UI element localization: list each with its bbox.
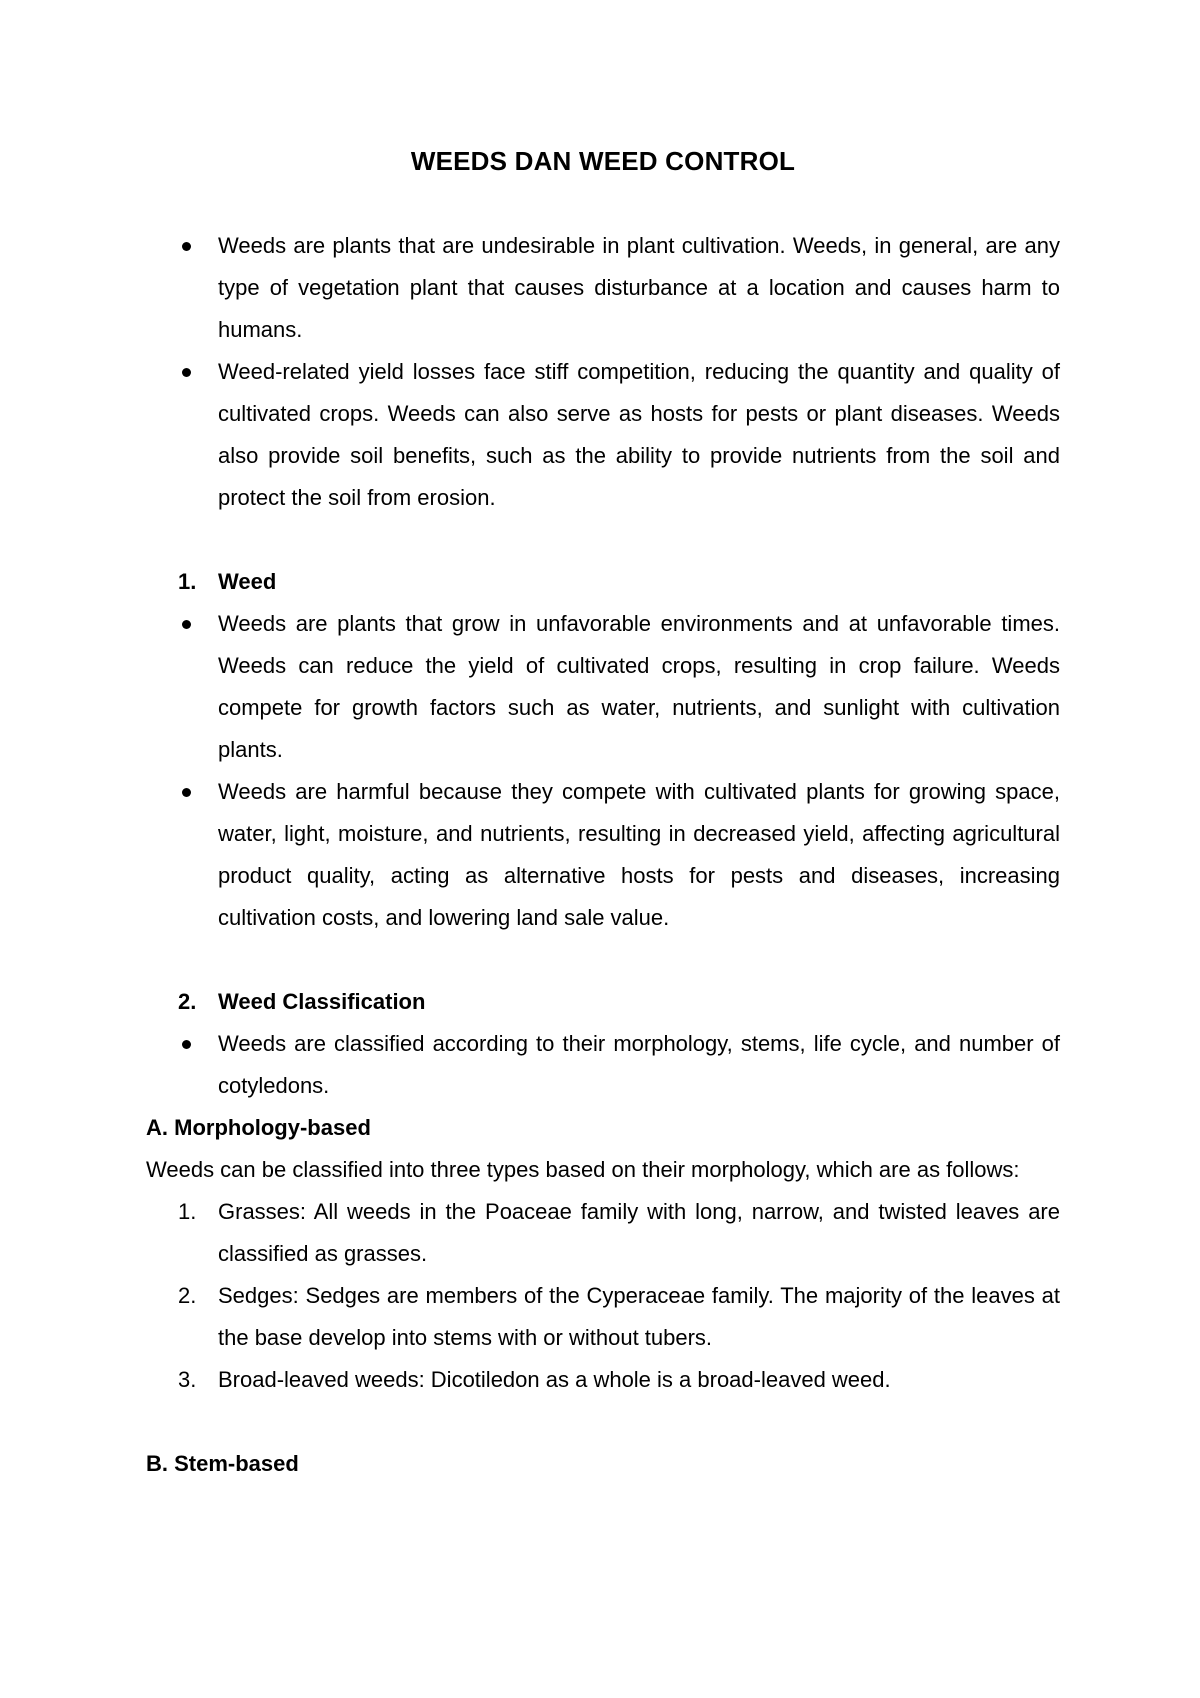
document-page <box>146 140 1060 1485</box>
morphology-list-item <box>146 1191 1060 1275</box>
section1-bullet-item <box>146 603 1060 771</box>
section-heading-text: Weed Classification <box>218 989 426 1014</box>
list-number: 2. <box>178 1283 197 1308</box>
section1-bullet-item <box>146 771 1060 939</box>
bullet-icon <box>182 242 191 251</box>
document-title: WEEDS DAN WEED CONTROL <box>410 146 796 176</box>
bullet-icon <box>182 620 191 629</box>
morphology-list-item <box>146 1359 1060 1401</box>
bullet-icon <box>182 1040 191 1049</box>
section-number: 1. <box>178 569 197 594</box>
spacer <box>146 519 1060 561</box>
section1-bullet-text: Weeds are harmful because they compete with cultivated plants for growing space, water, light, moisture, and nutrients, resulting in decreased yield, affecting agricultural product quality, acting as alternative hosts for pests and diseases, increasing cultivation costs, and lowering land sale value. <box>218 779 1060 930</box>
intro-bullet-text: Weed-related yield losses face stiff competition, reducing the quantity and quality of cultivated crops. Weeds can also serve as hosts for pests or plant diseases. Weeds also provide soil benefits, such as the ability to provide nutrients from the soil and protect the soil from erosion. <box>218 359 1060 510</box>
list-item-text: Sedges: Sedges are members of the Cyperaceae family. The majority of the leaves at the base develop into stems with or without tubers. <box>218 1283 1060 1350</box>
list-number: 3. <box>178 1367 197 1392</box>
bullet-icon <box>182 368 191 377</box>
subsection-heading-morphology: A. Morphology-based <box>146 1115 371 1140</box>
spacer <box>146 1401 1060 1443</box>
section-number: 2. <box>178 989 197 1014</box>
subsection-heading-stem: B. Stem-based <box>146 1451 299 1476</box>
subsection-intro-paragraph: Weeds can be classified into three types based on their morphology, which are as follows: <box>146 1157 1020 1182</box>
spacer <box>146 939 1060 981</box>
section-heading-weed <box>146 561 1060 603</box>
morphology-list-item <box>146 1275 1060 1359</box>
list-number: 1. <box>178 1199 197 1224</box>
list-item-text: Grasses: All weeds in the Poaceae family with long, narrow, and twisted leaves are classified as grasses. <box>218 1199 1060 1266</box>
section1-bullet-text: Weeds are plants that grow in unfavorable environments and at unfavorable times. Weeds can reduce the yield of cultivated crops, resulting in crop failure. Weeds compete for growth factors such as water, nutrients, and sunlight with cultivation plants. <box>218 611 1060 762</box>
list-item-text: Broad-leaved weeds: Dicotiledon as a whole is a broad-leaved weed. <box>218 1367 891 1392</box>
section2-bullet-text: Weeds are classified according to their morphology, stems, life cycle, and number of cotyledons. <box>218 1031 1060 1098</box>
intro-bullet-item <box>146 225 1060 351</box>
intro-bullet-item <box>146 351 1060 519</box>
bullet-icon <box>182 788 191 797</box>
section2-bullet-item <box>146 1023 1060 1107</box>
section-heading-weed-classification <box>146 981 1060 1023</box>
section-heading-text: Weed <box>218 569 277 594</box>
intro-bullet-text: Weeds are plants that are undesirable in plant cultivation. Weeds, in general, are any type of vegetation plant that causes disturbance at a location and causes harm to humans. <box>218 233 1060 342</box>
